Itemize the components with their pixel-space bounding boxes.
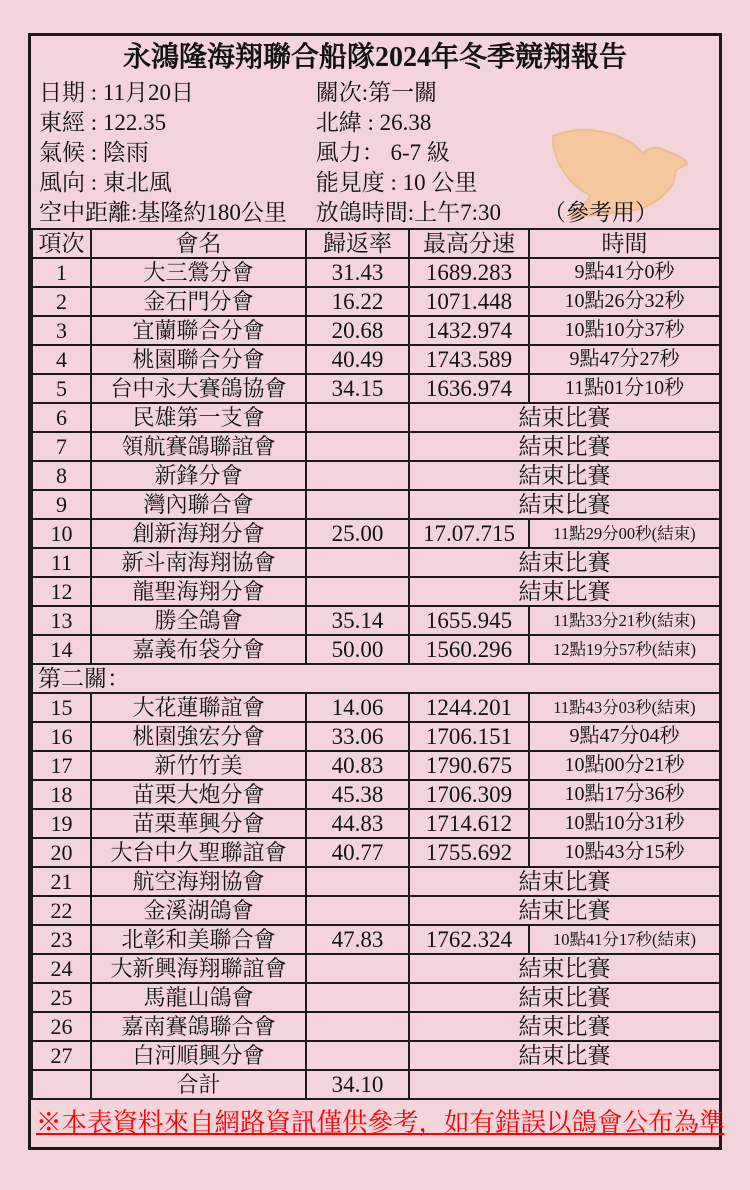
info-distance: 空中距離:基隆約180公里 <box>39 200 287 225</box>
row-index: 17 <box>32 751 91 780</box>
row-index: 19 <box>32 809 91 838</box>
table-row <box>32 432 720 461</box>
info-weather: 氣候 : 陰雨 <box>39 140 149 165</box>
info-date: 日期 : 11月20日 <box>39 80 195 105</box>
row-index: 16 <box>32 722 91 751</box>
arrival-time: 10點00分21秒 <box>529 751 720 780</box>
info-line-1 <box>31 78 719 108</box>
table-row <box>32 461 720 490</box>
return-rate: 40.83 <box>306 751 409 780</box>
club-name: 灣內聯合會 <box>91 490 306 519</box>
row-index: 12 <box>32 577 91 606</box>
club-name: 大花蓮聯誼會 <box>91 693 306 722</box>
row-index: 20 <box>32 838 91 867</box>
row-index: 22 <box>32 896 91 925</box>
race-finished-status: 結束比賽 <box>409 403 720 432</box>
info-wind-force: 風力： 6-7 級 <box>315 140 450 165</box>
row-index: 7 <box>32 432 91 461</box>
table-header <box>32 229 720 258</box>
race-finished-status: 結束比賽 <box>409 1041 720 1070</box>
arrival-time: 11點33分21秒(結束) <box>529 606 720 635</box>
total-empty-cell <box>409 1070 720 1099</box>
info-stage: 關次:第一關 <box>315 80 438 105</box>
club-name: 嘉義布袋分會 <box>91 635 306 664</box>
arrival-time: 11點01分10秒 <box>529 374 720 403</box>
return-rate: 44.83 <box>306 809 409 838</box>
row-index: 27 <box>32 1041 91 1070</box>
stage2-section-label: 第二關： <box>32 664 720 693</box>
info-wind-direction: 風向 : 東北風 <box>39 170 172 195</box>
club-name: 大新興海翔聯誼會 <box>91 954 306 983</box>
arrival-time: 11點43分03秒(結束) <box>529 693 720 722</box>
return-rate-empty <box>306 432 409 461</box>
report-title: 永鴻隆海翔聯合船隊2024年冬季競翔報告 <box>122 42 627 73</box>
table-row <box>32 983 720 1012</box>
max-speed: 1762.324 <box>409 925 529 954</box>
club-name: 勝全鴿會 <box>91 606 306 635</box>
return-rate: 50.00 <box>306 635 409 664</box>
max-speed: 1714.612 <box>409 809 529 838</box>
arrival-time: 10點43分15秒 <box>529 838 720 867</box>
row-index: 4 <box>32 345 91 374</box>
info-line-4 <box>31 168 719 198</box>
return-rate: 25.00 <box>306 519 409 548</box>
arrival-time: 9點41分0秒 <box>529 258 720 287</box>
max-speed: 1743.589 <box>409 345 529 374</box>
club-name: 桃園強宏分會 <box>91 722 306 751</box>
return-rate: 35.14 <box>306 606 409 635</box>
return-rate-empty <box>306 403 409 432</box>
club-name: 新鋒分會 <box>91 461 306 490</box>
race-finished-status: 結束比賽 <box>409 896 720 925</box>
club-name: 大三鶯分會 <box>91 258 306 287</box>
table-row <box>32 345 720 374</box>
col-header-max-speed: 最高分速 <box>409 229 529 258</box>
row-index: 24 <box>32 954 91 983</box>
row-index: 5 <box>32 374 91 403</box>
return-rate-empty <box>306 867 409 896</box>
table-row <box>32 780 720 809</box>
max-speed: 1244.201 <box>409 693 529 722</box>
col-header-time: 時間 <box>529 229 720 258</box>
max-speed: 17.07.715 <box>409 519 529 548</box>
return-rate-empty <box>306 983 409 1012</box>
race-finished-status: 結束比賽 <box>409 954 720 983</box>
info-latitude: 北緯 : 26.38 <box>315 110 432 135</box>
max-speed: 1689.283 <box>409 258 529 287</box>
race-finished-status: 結束比賽 <box>409 490 720 519</box>
max-speed: 1560.296 <box>409 635 529 664</box>
row-index: 15 <box>32 693 91 722</box>
table-row <box>32 606 720 635</box>
reference-note: （參考用） <box>543 200 658 225</box>
max-speed: 1755.692 <box>409 838 529 867</box>
row-index: 10 <box>32 519 91 548</box>
club-name: 台中永大賽鴿協會 <box>91 374 306 403</box>
race-finished-status: 結束比賽 <box>409 1012 720 1041</box>
table-row <box>32 577 720 606</box>
footer-note: ※本表資料來自網路資訊僅供參考，如有錯誤以鴿會公布為準 <box>36 1108 725 1137</box>
info-line-3 <box>31 138 719 168</box>
arrival-time: 11點29分00秒(結束) <box>529 519 720 548</box>
table-row <box>32 925 720 954</box>
arrival-time: 9點47分27秒 <box>529 345 720 374</box>
arrival-time: 10點10分37秒 <box>529 316 720 345</box>
info-line-2 <box>31 108 719 138</box>
table-row <box>32 809 720 838</box>
arrival-time: 10點26分32秒 <box>529 287 720 316</box>
club-name: 馬龍山鴿會 <box>91 983 306 1012</box>
return-rate-empty <box>306 461 409 490</box>
max-speed: 1636.974 <box>409 374 529 403</box>
club-name: 桃園聯合分會 <box>91 345 306 374</box>
club-name: 白河順興分會 <box>91 1041 306 1070</box>
row-index: 21 <box>32 867 91 896</box>
arrival-time: 12點19分57秒(結束) <box>529 635 720 664</box>
return-rate-empty <box>306 490 409 519</box>
return-rate: 40.49 <box>306 345 409 374</box>
table-row <box>32 258 720 287</box>
club-name: 航空海翔協會 <box>91 867 306 896</box>
arrival-time: 10點17分36秒 <box>529 780 720 809</box>
club-name: 嘉南賽鴿聯合會 <box>91 1012 306 1041</box>
row-index: 9 <box>32 490 91 519</box>
return-rate-empty <box>306 896 409 925</box>
arrival-time: 9點47分04秒 <box>529 722 720 751</box>
race-finished-status: 結束比賽 <box>409 432 720 461</box>
table-row <box>32 548 720 577</box>
row-index: 8 <box>32 461 91 490</box>
return-rate: 33.06 <box>306 722 409 751</box>
info-longitude: 東經 : 122.35 <box>39 110 167 135</box>
club-name: 創新海翔分會 <box>91 519 306 548</box>
club-name: 大台中久聖聯誼會 <box>91 838 306 867</box>
club-name: 新斗南海翔協會 <box>91 548 306 577</box>
race-finished-status: 結束比賽 <box>409 577 720 606</box>
table-row <box>32 635 720 664</box>
return-rate: 14.06 <box>306 693 409 722</box>
club-name: 宜蘭聯合分會 <box>91 316 306 345</box>
table-row <box>32 1070 720 1099</box>
club-name: 金溪湖鴿會 <box>91 896 306 925</box>
row-index: 3 <box>32 316 91 345</box>
table-row <box>32 490 720 519</box>
row-index: 18 <box>32 780 91 809</box>
table-row <box>32 1012 720 1041</box>
table-row <box>32 403 720 432</box>
table-row <box>32 896 720 925</box>
table-row <box>32 693 720 722</box>
col-header-club: 會名 <box>91 229 306 258</box>
max-speed: 1706.151 <box>409 722 529 751</box>
return-rate: 31.43 <box>306 258 409 287</box>
race-finished-status: 結束比賽 <box>409 461 720 490</box>
club-name: 北彰和美聯合會 <box>91 925 306 954</box>
total-return-rate: 34.10 <box>306 1070 409 1099</box>
return-rate: 45.38 <box>306 780 409 809</box>
return-rate-empty <box>306 548 409 577</box>
max-speed: 1790.675 <box>409 751 529 780</box>
report-info-block <box>31 78 719 228</box>
table-row <box>32 867 720 896</box>
return-rate-empty <box>306 1012 409 1041</box>
max-speed: 1655.945 <box>409 606 529 635</box>
club-name: 苗栗華興分會 <box>91 809 306 838</box>
report-frame <box>28 33 725 1150</box>
header-row <box>32 229 720 258</box>
table-row <box>32 838 720 867</box>
info-visibility: 能見度 : 10 公里 <box>315 170 478 195</box>
return-rate: 40.77 <box>306 838 409 867</box>
race-finished-status: 結束比賽 <box>409 983 720 1012</box>
row-index: 13 <box>32 606 91 635</box>
return-rate-empty <box>306 577 409 606</box>
race-finished-status: 結束比賽 <box>409 548 720 577</box>
total-label: 合計 <box>91 1070 306 1099</box>
row-index: 2 <box>32 287 91 316</box>
arrival-time: 10點10分31秒 <box>529 809 720 838</box>
table-row <box>32 954 720 983</box>
max-speed: 1706.309 <box>409 780 529 809</box>
row-index: 6 <box>32 403 91 432</box>
club-name: 民雄第一支會 <box>91 403 306 432</box>
table-body <box>32 258 720 1099</box>
table-row <box>32 316 720 345</box>
col-header-return-rate: 歸返率 <box>306 229 409 258</box>
row-index: 11 <box>32 548 91 577</box>
col-header-index: 項次 <box>32 229 91 258</box>
table-row <box>32 722 720 751</box>
max-speed: 1432.974 <box>409 316 529 345</box>
info-line-5 <box>31 198 719 228</box>
row-index: 25 <box>32 983 91 1012</box>
race-finished-status: 結束比賽 <box>409 867 720 896</box>
club-name: 領航賽鴿聯誼會 <box>91 432 306 461</box>
table-row <box>32 374 720 403</box>
max-speed: 1071.448 <box>409 287 529 316</box>
table-row <box>32 1041 720 1070</box>
club-name: 金石門分會 <box>91 287 306 316</box>
return-rate: 16.22 <box>306 287 409 316</box>
info-release-time: 放鴿時間:上午7:30 <box>315 200 502 225</box>
results-table <box>31 228 721 1100</box>
return-rate: 34.15 <box>306 374 409 403</box>
row-index: 23 <box>32 925 91 954</box>
row-index: 14 <box>32 635 91 664</box>
arrival-time: 10點41分17秒(結束) <box>529 925 720 954</box>
row-index: 26 <box>32 1012 91 1041</box>
row-index: 1 <box>32 258 91 287</box>
table-row <box>32 751 720 780</box>
table-row <box>32 519 720 548</box>
row-index-empty <box>32 1070 91 1099</box>
club-name: 龍聖海翔分會 <box>91 577 306 606</box>
return-rate: 20.68 <box>306 316 409 345</box>
table-row <box>32 287 720 316</box>
club-name: 苗栗大炮分會 <box>91 780 306 809</box>
club-name: 新竹竹美 <box>91 751 306 780</box>
return-rate: 47.83 <box>306 925 409 954</box>
table-row <box>32 664 720 693</box>
return-rate-empty <box>306 1041 409 1070</box>
return-rate-empty <box>306 954 409 983</box>
